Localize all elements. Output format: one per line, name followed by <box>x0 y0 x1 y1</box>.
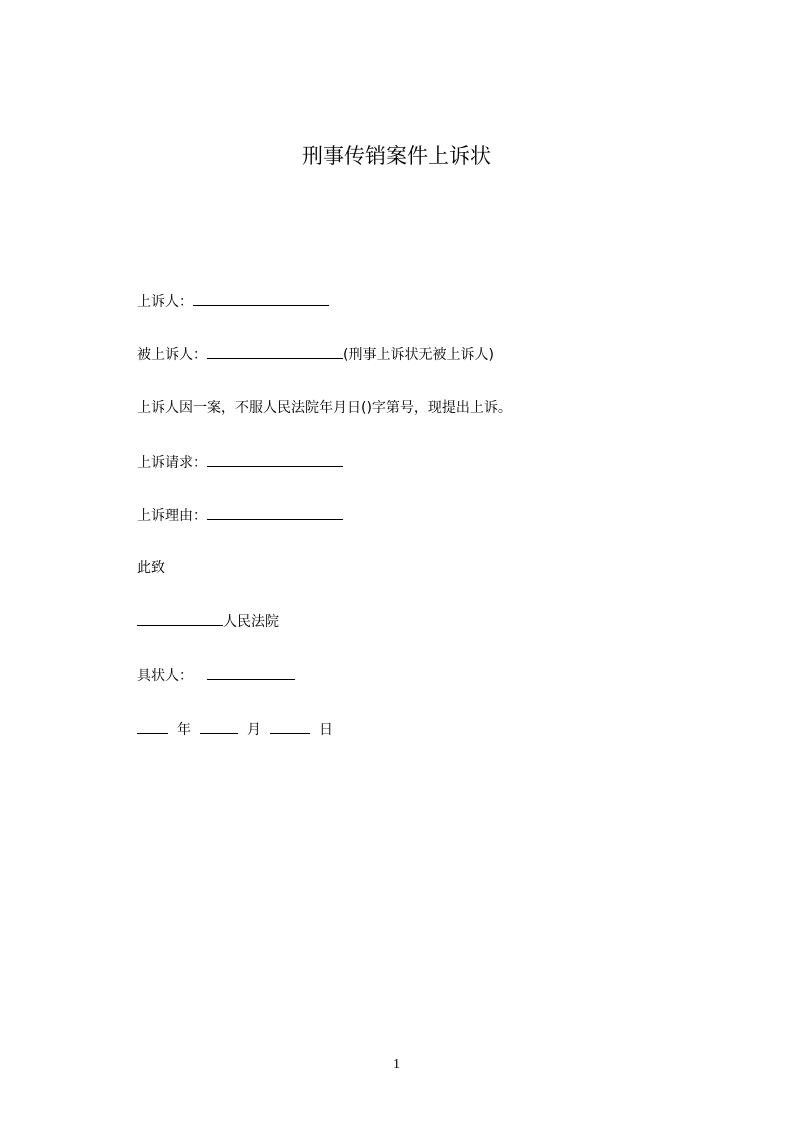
day-blank <box>270 719 310 734</box>
appellee-note: (刑事上诉状无被上诉人) <box>343 347 494 363</box>
signer-line <box>137 665 295 686</box>
appellant-blank <box>193 291 329 306</box>
request-blank <box>207 452 343 467</box>
signer-blank <box>207 665 295 680</box>
document-title: 刑事传销案件上诉状 <box>302 144 491 168</box>
reason-blank <box>207 505 343 520</box>
page-number: 1 <box>393 1057 400 1072</box>
case-sentence: 上诉人因一案，不服人民法院年月日()字第号，现提出上诉。 <box>137 400 512 416</box>
reason-label: 上诉理由： <box>137 508 207 524</box>
date-year-label: 年 <box>177 722 191 738</box>
month-blank <box>200 719 238 734</box>
appellant-line <box>137 291 329 312</box>
salutation: 此致 <box>137 560 165 576</box>
appellant-label: 上诉人： <box>137 294 193 310</box>
court-name-blank <box>137 611 223 626</box>
court-line <box>137 611 279 632</box>
request-line <box>137 452 343 473</box>
date-month-label: 月 <box>247 722 261 738</box>
request-label: 上诉请求： <box>137 455 207 471</box>
signer-label: 具状人： <box>137 668 193 684</box>
appellee-blank <box>207 344 343 359</box>
appellee-line <box>137 344 494 365</box>
date-line <box>137 719 333 740</box>
reason-line <box>137 505 343 526</box>
year-blank <box>137 719 168 734</box>
date-day-label: 日 <box>319 722 333 738</box>
appellee-label: 被上诉人： <box>137 347 207 363</box>
court-suffix: 人民法院 <box>223 614 279 630</box>
